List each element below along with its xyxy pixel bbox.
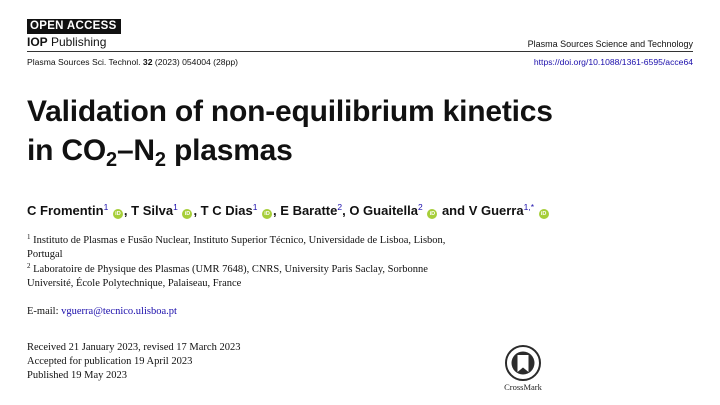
affiliation-number: 1 — [27, 233, 31, 241]
publication-dates — [27, 341, 240, 383]
author-separator: , — [273, 203, 281, 218]
author-name: T C Dias — [200, 203, 253, 218]
author-separator: , — [193, 203, 201, 218]
citation-details: (2023) 054004 (28pp) — [154, 57, 239, 67]
publisher-name — [27, 35, 106, 49]
accepted-date: Accepted for publication 19 April 2023 — [27, 356, 193, 367]
orcid-icon[interactable]: iD — [182, 209, 192, 219]
volume: 32 — [142, 57, 153, 67]
author-affiliation[interactable]: 2 — [337, 202, 343, 212]
author[interactable] — [280, 203, 342, 218]
affiliation-text-cont: Université, École Polytechnique, Palaiseau, France — [27, 278, 242, 289]
author-conjunction: and — [441, 203, 469, 218]
orcid-icon[interactable]: iD — [113, 209, 123, 219]
affiliation-text: Laboratoire de Physique des Plasmas (UMR 7648), CNRS, University Paris Saclay, Sorbonne — [33, 264, 428, 275]
orcid-icon[interactable]: iD — [427, 209, 437, 219]
author[interactable] — [27, 203, 124, 218]
crossmark-label: CrossMark — [504, 382, 542, 392]
received-date: Received 21 January 2023, revised 17 March 2023 — [27, 342, 241, 353]
author-affiliation[interactable]: 1 — [173, 202, 178, 212]
orcid-icon[interactable]: iD — [539, 209, 549, 219]
author-affiliation[interactable]: 1 — [252, 202, 258, 212]
author-name: O Guaitella — [349, 203, 418, 218]
doi-link[interactable]: https://doi.org/10.1088/1361-6595/acce64 — [533, 57, 693, 67]
author[interactable] — [349, 203, 438, 218]
crossmark-button[interactable] — [495, 345, 551, 392]
author[interactable] — [201, 203, 273, 218]
author-separator: , — [123, 203, 132, 218]
email-label: E-mail: — [27, 306, 62, 317]
author-list — [27, 203, 550, 219]
crossmark-icon — [505, 345, 541, 381]
author-name: V Guerra — [468, 203, 524, 218]
author-affiliation[interactable]: 1,* — [523, 202, 535, 212]
author-separator: , — [342, 203, 350, 218]
header-divider — [27, 51, 693, 52]
author-affiliation[interactable]: 1 — [103, 202, 109, 212]
author[interactable] — [469, 203, 550, 218]
author-affiliation[interactable]: 2 — [417, 202, 423, 212]
author-name: T Silva — [131, 203, 174, 218]
journal-name: Plasma Sources Science and Technology — [527, 39, 693, 49]
citation-line — [27, 57, 238, 67]
author[interactable] — [131, 203, 193, 218]
affiliation-text: Instituto de Plasmas e Fusão Nuclear, Instituto Superior Técnico, Universidade de Lisboa, Lisbon, — [33, 235, 446, 246]
title-sub2: 2 — [154, 149, 166, 171]
publisher-rest: Publishing — [47, 35, 107, 49]
title-line2-pre: in CO — [27, 134, 106, 167]
affiliation-2 — [27, 263, 547, 291]
author-name: C Fromentin — [27, 203, 104, 218]
affiliation-number: 2 — [27, 262, 31, 270]
orcid-icon[interactable]: iD — [262, 209, 272, 219]
email-link[interactable]: vguerra@tecnico.ulisboa.pt — [61, 306, 177, 317]
title-line2-post: plasmas — [165, 134, 293, 167]
affiliation-1 — [27, 234, 547, 262]
journal-abbrev: Plasma Sources Sci. Technol. — [27, 57, 141, 67]
paper-title — [27, 92, 553, 170]
affiliation-text-cont: Portugal — [27, 249, 63, 260]
open-access-badge: OPEN ACCESS — [27, 19, 121, 34]
email-line — [27, 306, 177, 317]
published-date: Published 19 May 2023 — [27, 370, 128, 381]
title-line1: Validation of non-equilibrium kinetics — [27, 95, 553, 128]
title-line2-mid: –N — [116, 134, 155, 167]
publisher-bold: IOP — [27, 35, 48, 49]
title-sub1: 2 — [106, 149, 117, 171]
author-name: E Baratte — [280, 203, 338, 218]
